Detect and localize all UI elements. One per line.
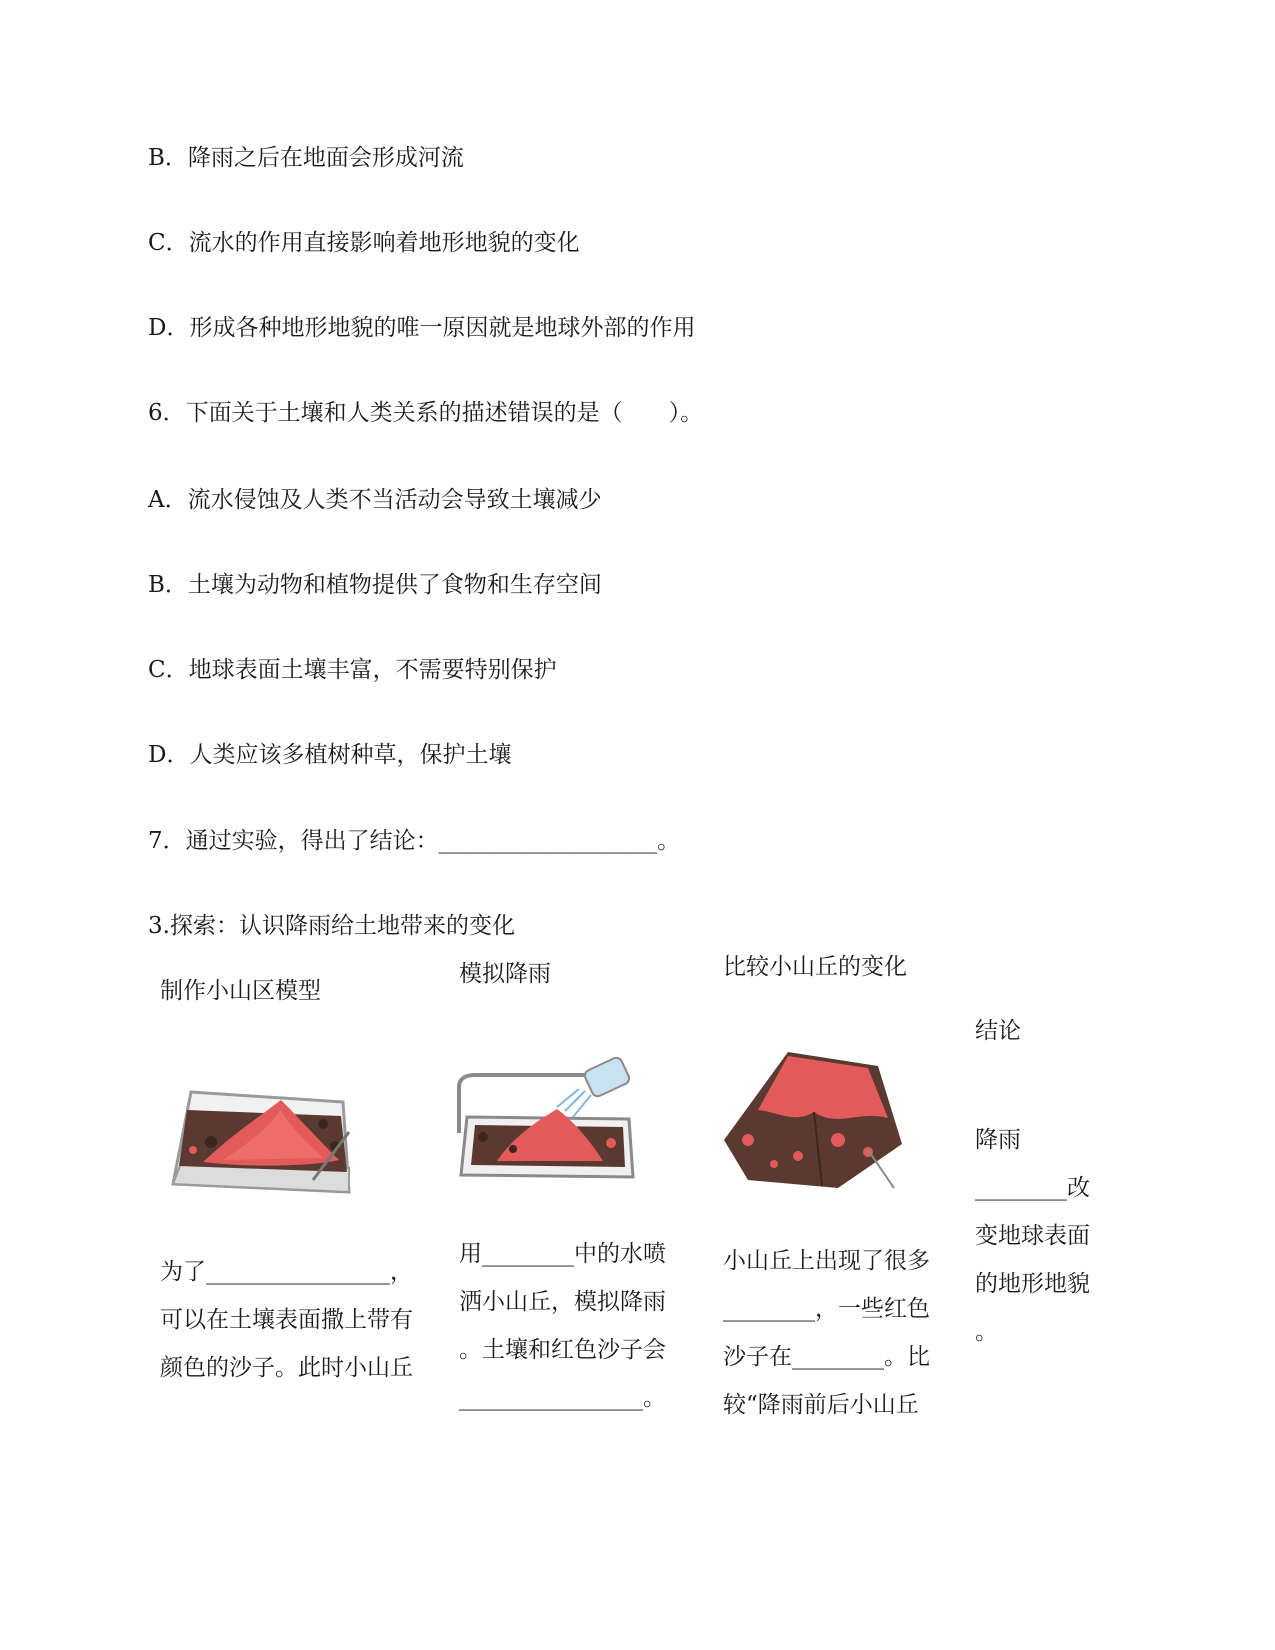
col-body-rain: [459, 1230, 666, 1422]
text-line: 较“降雨前后小山丘: [723, 1392, 919, 1418]
q6-option-d: D．人类应该多植树种草，保护土壤: [148, 742, 512, 768]
text-line: ________改: [975, 1175, 1090, 1201]
rain-simulation-figure: [453, 1057, 638, 1187]
text-line: 降雨: [975, 1127, 1021, 1153]
hill-model-figure: [163, 1080, 358, 1210]
text-line: 用________中的水喷: [459, 1241, 666, 1267]
col-header-rain: 模拟降雨: [459, 961, 551, 987]
col-body-compare: [723, 1237, 930, 1429]
q5-option-c: C．流水的作用直接影响着地形地貌的变化: [148, 230, 580, 256]
text-line: 变地球表面: [975, 1223, 1090, 1249]
text-line: ________________。: [459, 1385, 666, 1411]
col-header-compare: 比较小山丘的变化: [723, 954, 907, 980]
col-body-conclusion: [975, 1116, 1090, 1356]
text-line: 颜色的沙子。此时小山丘: [160, 1355, 413, 1381]
col-header-conclusion: 结论: [975, 1018, 1021, 1044]
text-line: 的地形地貌: [975, 1271, 1090, 1297]
q6-option-c: C．地球表面土壤丰富，不需要特别保护: [148, 657, 557, 683]
text-line: 沙子在________。比: [723, 1344, 930, 1370]
eroded-hill-figure: [718, 1040, 908, 1190]
text-line: 。: [975, 1319, 998, 1345]
text-line: 可以在土壤表面撒上带有: [160, 1307, 413, 1333]
text-line: ________，一些红色: [723, 1296, 930, 1322]
text-line: 洒小山丘，模拟降雨: [459, 1289, 666, 1315]
section-title: 3.探索：认识降雨给土地带来的变化: [148, 913, 515, 939]
q6-option-a: A．流水侵蚀及人类不当活动会导致土壤减少: [148, 487, 602, 513]
q7-stem: 7．通过实验，得出了结论：___________________。: [148, 828, 681, 854]
q5-option-d: D．形成各种地形地貌的唯一原因就是地球外部的作用: [148, 315, 696, 341]
q6-option-b: B．土壤为动物和植物提供了食物和生存空间: [148, 572, 602, 598]
q5-option-b: B．降雨之后在地面会形成河流: [148, 145, 464, 171]
text-line: 。土壤和红色沙子会: [459, 1337, 666, 1363]
text-line: 为了________________，: [160, 1259, 413, 1285]
text-line: 小山丘上出现了很多: [723, 1248, 930, 1274]
q6-stem: 6．下面关于土壤和人类关系的描述错误的是（ ）。: [148, 400, 704, 426]
col-body-model: [160, 1248, 413, 1392]
col-header-model: 制作小山区模型: [160, 978, 321, 1004]
